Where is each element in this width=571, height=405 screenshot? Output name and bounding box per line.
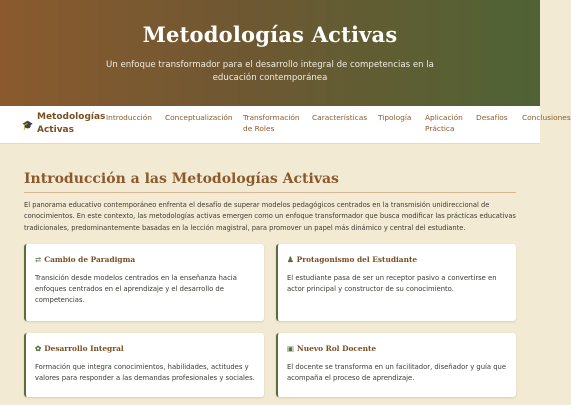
card-text: El docente se transforma en un facilitador, diseñador y guía que acompaña el proceso de aprendizaje. [287,363,507,383]
card-nuevo-rol-docente [276,333,516,397]
card-title: Nuevo Rol Docente [296,344,377,353]
student-icon: ♟ [287,255,294,264]
hero-title: Metodologías Activas [142,22,398,47]
nav-item-caracteristicas[interactable]: Características [312,113,368,122]
teacher-icon: ▣ [287,344,294,353]
card-text: El estudiante pasa de ser un receptor pasivo a convertirse en actor principal y constructor de su conocimiento. [287,274,497,294]
card-text: Formación que integra conocimientos, habilidades, actitudes y valores para responder a las demandas profesionales y sociales. [35,363,255,383]
brand-link[interactable] [22,111,106,139]
nav-item-conclusiones[interactable]: Conclusiones [522,113,571,122]
card-title: Cambio de Paradigma [44,255,136,264]
nav-item-aplicacion-practica[interactable]: Aplicación Práctica [425,113,463,133]
card-text: Transición desde modelos centrados en la enseñanza hacia enfoques centrados en el aprendizaje y el desarrollo de competencias. [35,274,237,305]
nav-item-desafios[interactable]: Desafíos [476,113,508,122]
nav-item-conceptualizacion[interactable]: Conceptualización [165,113,233,122]
seedling-icon: ✿ [35,344,42,353]
nav-item-transformacion-de-roles[interactable]: Transformación de Roles [243,113,300,133]
main-navigation [0,106,571,144]
card-cambio-de-paradigma [24,244,264,321]
section-header [24,170,516,188]
hero-subtitle: Un enfoque transformador para el desarrollo integral de competencias en la educación contemporánea [106,60,434,83]
card-title: Desarrollo Integral [44,344,124,353]
card-protagonismo-del-estudiante [276,244,516,321]
card-desarrollo-integral [24,333,264,397]
card-title: Protagonismo del Estudiante [296,255,418,264]
graduation-cap-icon: 🎓 [22,121,34,131]
section-divider [24,192,516,193]
nav-item-introduccion[interactable]: Introducción [106,113,152,122]
exchange-icon: ⇄ [35,255,42,264]
brand-label: Metodologías Activas [37,112,106,135]
section-title: Introducción a las Metodologías Activas [24,171,339,187]
nav-item-tipologia[interactable]: Tipología [378,113,412,122]
section-intro: El panorama educativo contemporáneo enfrenta el desafío de superar modelos pedagógicos centrados en la transmisión unidireccional de conocimientos. En este contexto, las metodologías activas emergen como un enfoque transformador que busca modificar las prácticas educativas tradicionales, predominantemente basadas en la lección magistral, para promover un papel más dinámico y central del estudiante. [24,201,516,232]
hero-banner [0,0,540,106]
